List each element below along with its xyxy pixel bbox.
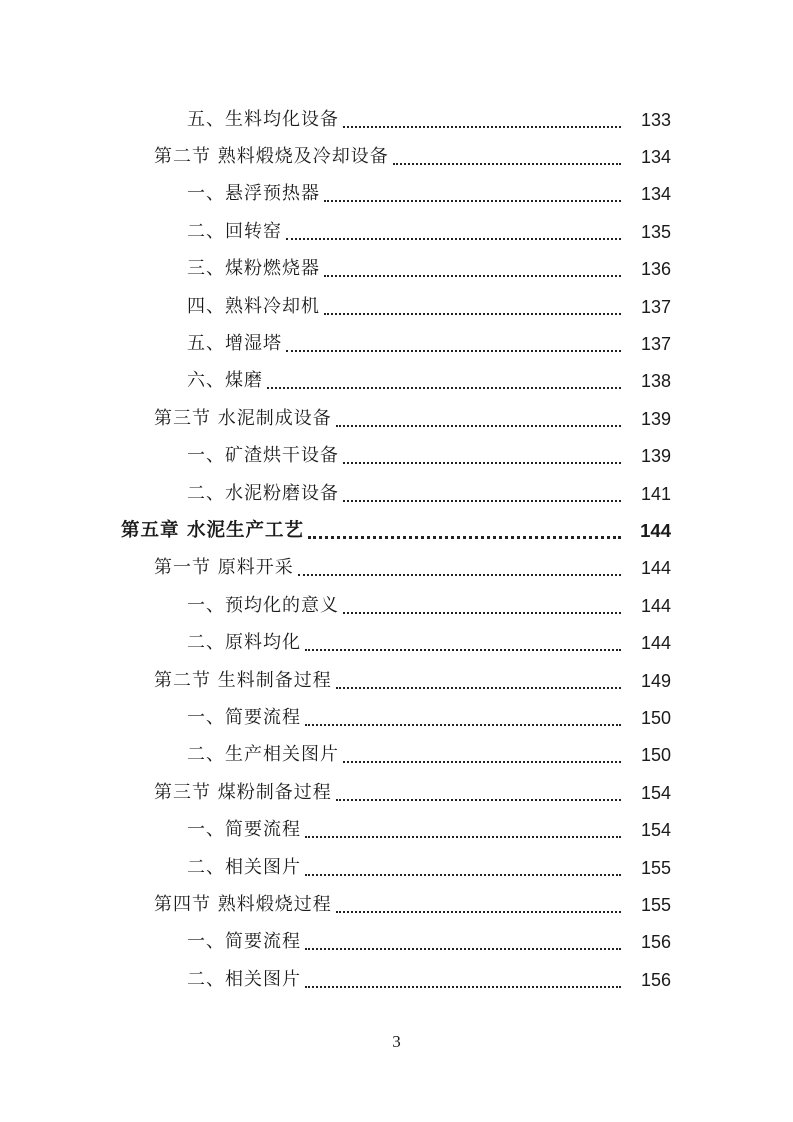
toc-entry-page: 137 (640, 334, 671, 355)
toc-entry-title: 一、简要流程 (187, 931, 301, 953)
dot-leader (336, 897, 621, 913)
dot-leader (336, 785, 621, 801)
dot-leader (286, 224, 621, 240)
toc-entry[interactable] (0, 924, 793, 961)
toc-entry-title: 二、原料均化 (187, 632, 301, 654)
toc-entry-page: 150 (640, 745, 671, 766)
toc-entry[interactable] (0, 251, 793, 288)
toc-entry-page: 141 (640, 483, 671, 504)
toc-entry-title: 一、悬浮预热器 (187, 183, 320, 205)
dot-leader (298, 560, 621, 576)
toc-entry[interactable] (0, 587, 793, 624)
toc-entry-page: 134 (640, 184, 671, 205)
toc-entry-title: 三、煤粉燃烧器 (187, 258, 320, 280)
dot-leader (343, 486, 621, 502)
toc-entry-page: 155 (640, 857, 671, 878)
toc-entry-page: 150 (640, 707, 671, 728)
toc-entry-title: 五、生料均化设备 (187, 108, 339, 130)
dot-leader (324, 299, 621, 315)
toc-entry-page: 134 (640, 147, 671, 168)
dot-leader (336, 411, 621, 427)
toc-entry[interactable] (0, 138, 793, 175)
dot-leader (343, 448, 621, 464)
toc-entry[interactable] (0, 400, 793, 437)
toc-entry-title: 第三节 煤粉制备过程 (154, 781, 332, 803)
toc-entry-page: 144 (640, 519, 671, 541)
toc-entry-title: 第一节 原料开采 (154, 557, 294, 579)
toc-entry-title: 四、熟料冷却机 (187, 295, 320, 317)
toc-entry[interactable] (0, 288, 793, 325)
toc-entry-page: 155 (640, 894, 671, 915)
toc-entry-title: 二、回转窑 (187, 220, 282, 242)
dot-leader (305, 635, 621, 651)
dot-leader (305, 710, 621, 726)
toc-entry-title: 五、增湿塔 (187, 333, 282, 355)
table-of-contents (0, 101, 793, 998)
toc-entry-page: 156 (640, 932, 671, 953)
toc-entry-title: 一、预均化的意义 (187, 594, 339, 616)
toc-entry-page: 137 (640, 296, 671, 317)
toc-entry-title: 第五章 水泥生产工艺 (121, 519, 304, 541)
dot-leader (324, 261, 621, 277)
toc-entry[interactable] (0, 176, 793, 213)
toc-entry[interactable] (0, 475, 793, 512)
toc-entry-title: 一、简要流程 (187, 706, 301, 728)
toc-entry-title: 二、生产相关图片 (187, 744, 339, 766)
dot-leader (343, 747, 621, 763)
toc-entry-title: 二、水泥粉磨设备 (187, 482, 339, 504)
toc-entry-page: 139 (640, 408, 671, 429)
dot-leader (343, 598, 621, 614)
toc-entry[interactable] (0, 811, 793, 848)
toc-entry[interactable] (0, 961, 793, 998)
dot-leader (308, 522, 621, 539)
toc-entry-page: 144 (640, 633, 671, 654)
toc-entry[interactable] (0, 699, 793, 736)
toc-entry[interactable] (0, 363, 793, 400)
toc-entry[interactable] (0, 662, 793, 699)
toc-entry-title: 六、煤磨 (187, 370, 263, 392)
dot-leader (267, 373, 621, 389)
toc-entry-page: 144 (640, 595, 671, 616)
toc-entry-title: 第二节 生料制备过程 (154, 669, 332, 691)
dot-leader (336, 673, 621, 689)
toc-entry-title: 第四节 熟料煅烧过程 (154, 893, 332, 915)
toc-entry[interactable] (0, 849, 793, 886)
dot-leader (343, 112, 621, 128)
toc-entry-page: 136 (640, 259, 671, 280)
toc-entry-page: 138 (640, 371, 671, 392)
toc-entry-title: 一、简要流程 (187, 819, 301, 841)
toc-entry[interactable] (0, 774, 793, 811)
toc-entry[interactable] (0, 886, 793, 923)
dot-leader (286, 336, 621, 352)
toc-entry-page: 133 (640, 109, 671, 130)
toc-entry[interactable] (0, 101, 793, 138)
toc-entry[interactable] (0, 550, 793, 587)
dot-leader (305, 972, 621, 988)
toc-entry-page: 156 (640, 969, 671, 990)
toc-entry-page: 139 (640, 446, 671, 467)
dot-leader (305, 860, 621, 876)
toc-entry[interactable] (0, 213, 793, 250)
toc-entry[interactable] (0, 624, 793, 661)
dot-leader (305, 934, 621, 950)
toc-entry-page: 144 (640, 558, 671, 579)
dot-leader (324, 186, 621, 202)
toc-entry-title: 第三节 水泥制成设备 (154, 407, 332, 429)
toc-entry[interactable] (0, 737, 793, 774)
toc-entry[interactable] (0, 438, 793, 475)
toc-chapter-entry[interactable] (0, 512, 793, 549)
toc-entry[interactable] (0, 325, 793, 362)
toc-entry-title: 二、相关图片 (187, 968, 301, 990)
toc-entry-title: 二、相关图片 (187, 856, 301, 878)
dot-leader (393, 149, 621, 165)
toc-entry-page: 135 (640, 221, 671, 242)
page-number: 3 (392, 1032, 401, 1051)
dot-leader (305, 822, 621, 838)
toc-entry-page: 154 (640, 820, 671, 841)
toc-entry-page: 154 (640, 782, 671, 803)
toc-entry-title: 一、矿渣烘干设备 (187, 445, 339, 467)
toc-entry-page: 149 (640, 670, 671, 691)
toc-entry-title: 第二节 熟料煅烧及冷却设备 (154, 146, 389, 168)
